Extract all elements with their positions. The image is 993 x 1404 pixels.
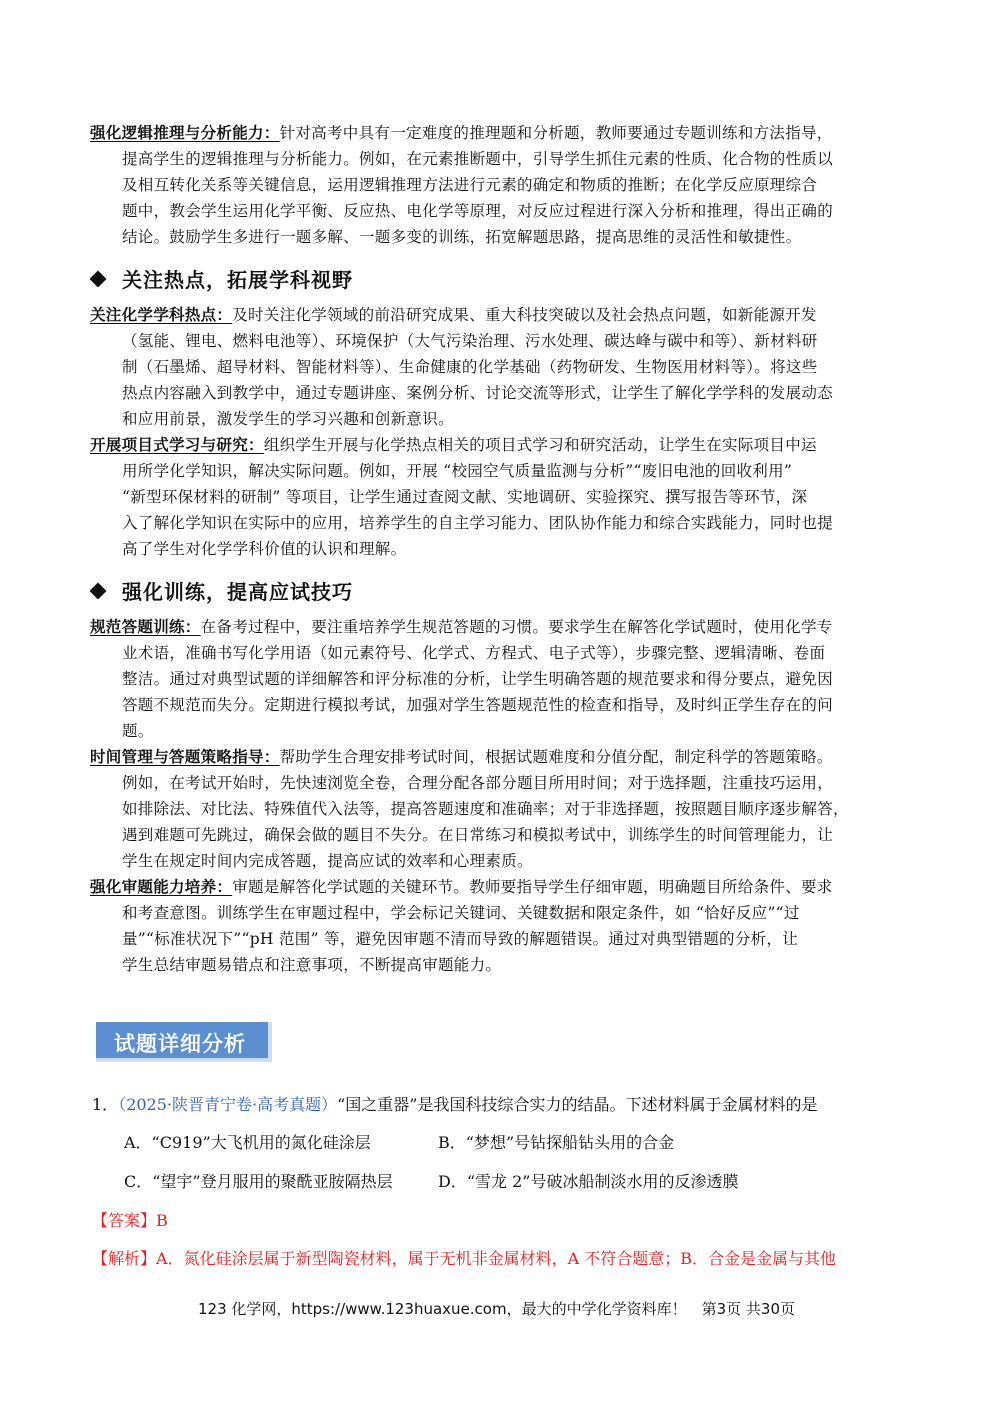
proj-line: 入了解化学知识在实际中的应用，培养学生的自主学习能力、团队协作能力和综合实践能力，同时也提 bbox=[122, 514, 834, 532]
section-heading-hotspots bbox=[92, 264, 353, 293]
time-label: 时间管理与答题策略指导： bbox=[90, 747, 280, 766]
time-line: 学生在规定时间内完成答题，提高应试的效率和心理素质。 bbox=[122, 852, 533, 870]
logic-line: 结论。鼓励学生多进行一题多解、一题多变的训练，拓宽解题思路，提高思维的灵活性和敏捷性。 bbox=[122, 228, 802, 246]
hot-line: 制（石墨烯、超导材料、智能材料等）、生命健康的化学基础（药物研发、生物医用材料等）。将这些 bbox=[122, 358, 818, 376]
diamond-bullet-icon bbox=[90, 271, 107, 288]
badge-label: 试题详细分析 bbox=[114, 1032, 246, 1056]
exam-line: 和考查意图。训练学生在审题过程中，学会标记关键词、关键数据和限定条件，如 “恰好反应”“过 bbox=[122, 904, 800, 922]
time-line: 帮助学生合理安排考试时间，根据试题难度和分值分配，制定科学的答题策略。 bbox=[279, 748, 833, 766]
hot-line: 热点内容融入到教学中，通过专题讲座、案例分析、讨论交流等形式，让学生了解化学学科的发展动态 bbox=[122, 384, 834, 402]
proj-line: “新型环保材料的研制” 等项目，让学生通过查阅文献、实地调研、实验探究、撰写报告等环节，深 bbox=[122, 488, 808, 506]
time-line: 遇到难题可先跳过，确保会做的题目不失分。在日常练习和模拟考试中，训练学生的时间管理能力，让 bbox=[122, 826, 834, 844]
exam-line: 学生总结审题易错点和注意事项，不断提高审题能力。 bbox=[122, 956, 502, 974]
proj-line: 高了学生对化学学科价值的认识和理解。 bbox=[122, 540, 407, 558]
hot-label: 关注化学学科热点： bbox=[90, 305, 233, 324]
proj-label: 开展项目式学习与研究： bbox=[90, 435, 264, 454]
logic-line: 针对高考中具有一定难度的推理题和分析题，教师要通过专题训练和方法指导， bbox=[279, 124, 833, 142]
logic-paragraph bbox=[90, 120, 910, 250]
option-d: D．“雪龙 2”号破冰船制淡水用的反渗透膜 bbox=[438, 1172, 739, 1191]
proj-line: 组织学生开展与化学热点相关的项目式学习和研究活动，让学生在实际项目中运 bbox=[263, 436, 817, 454]
norm-line: 整洁。通过对典型试题的详细解答和评分标准的分析，让学生明确答题的规范要求和得分要点，避免因 bbox=[122, 670, 834, 688]
answer-value: B bbox=[156, 1211, 168, 1230]
logic-line: 题中，教会学生运用化学平衡、反应热、电化学等原理，对反应过程进行深入分析和推理，得出正确的 bbox=[122, 202, 834, 220]
norm-line: 业术语，准确书写化学用语（如元素符号、化学式、方程式、电子式等），步骤完整、逻辑清晰、卷面 bbox=[122, 644, 826, 662]
analysis-label: 【解析】 bbox=[92, 1249, 157, 1268]
question-stem bbox=[92, 1092, 817, 1115]
hotspot-paragraph bbox=[90, 302, 910, 432]
answer-label: 【答案】 bbox=[92, 1211, 157, 1230]
section-badge bbox=[96, 1022, 272, 1062]
logic-line: 及相互转化关系等关键信息，运用逻辑推理方法进行元素的确定和物质的推断；在化学反应原理综合 bbox=[122, 176, 818, 194]
question-number: 1． bbox=[92, 1095, 119, 1114]
diamond-bullet-icon bbox=[90, 583, 107, 600]
norm-line: 在备考过程中，要注重培养学生规范答题的习惯。要求学生在解答化学试题时，使用化学专 bbox=[200, 618, 833, 636]
norm-line: 题。 bbox=[122, 722, 154, 740]
page-footer: 123 化学网，https://www.123huaxue.com，最大的中学化学资料库！ 第3页 共30页 bbox=[197, 1300, 795, 1318]
time-line: 如排除法、对比法、特殊值代入法等，提高答题速度和准确率；对于非选择题，按照题目顺序逐步解答， bbox=[122, 800, 849, 818]
exam-paragraph bbox=[90, 874, 910, 978]
option-c: C．“望宇”登月服用的聚酰亚胺隔热层 bbox=[124, 1172, 393, 1191]
exam-label: 强化审题能力培养： bbox=[90, 877, 233, 896]
heading-text: 关注热点，拓展学科视野 bbox=[122, 268, 353, 292]
analysis-line bbox=[92, 1246, 836, 1269]
exam-line: 量”“标准状况下”“pH 范围” 等，避免因审题不清而导致的解题错误。通过对典型错题的分析，让 bbox=[122, 930, 799, 948]
norm-line: 答题不规范而失分。定期进行模拟考试，加强对学生答题规范性的检查和指导，及时纠正学生存在的问 bbox=[122, 696, 834, 714]
analysis-text: A．氮化硅涂层属于新型陶瓷材料，属于无机非金属材料，A 不符合题意；B．合金是金属与其他 bbox=[156, 1249, 836, 1268]
logic-label: 强化逻辑推理与分析能力： bbox=[90, 123, 280, 142]
exam-line: 审题是解答化学试题的关键环节。教师要指导学生仔细审题，明确题目所给条件、要求 bbox=[232, 878, 833, 896]
section-heading-training bbox=[92, 576, 353, 605]
norm-paragraph bbox=[90, 614, 910, 744]
project-paragraph bbox=[90, 432, 910, 562]
question-source: （2025·陕晋青宁卷·高考真题） bbox=[118, 1095, 338, 1114]
option-a: A．“C919”大飞机用的氮化硅涂层 bbox=[124, 1133, 371, 1152]
proj-line: 用所学化学知识，解决实际问题。例如，开展 “校园空气质量监测与分析”“废旧电池的回收利用” bbox=[122, 462, 793, 480]
hot-line: （氢能、锂电、燃料电池等）、环境保护（大气污染治理、污水处理、碳达峰与碳中和等）、新材料研 bbox=[122, 332, 818, 350]
time-line: 例如，在考试开始时，先快速浏览全卷，合理分配各部分题目所用时间；对于选择题，注重技巧运用， bbox=[122, 774, 834, 792]
hot-line: 和应用前景，激发学生的学习兴趣和创新意识。 bbox=[122, 410, 454, 428]
option-b: B．“梦想”号钻探船钻头用的合金 bbox=[438, 1133, 675, 1152]
heading-text: 强化训练，提高应试技巧 bbox=[122, 580, 353, 604]
time-paragraph bbox=[90, 744, 910, 874]
question-text: “国之重器”是我国科技综合实力的结晶。下述材料属于金属材料的是 bbox=[337, 1095, 818, 1114]
answer-line bbox=[92, 1208, 168, 1231]
logic-line: 提高学生的逻辑推理与分析能力。例如，在元素推断题中，引导学生抓住元素的性质、化合物的性质以 bbox=[122, 150, 834, 168]
hot-line: 及时关注化学领域的前沿研究成果、重大科技突破以及社会热点问题，如新能源开发 bbox=[232, 306, 817, 324]
norm-label: 规范答题训练： bbox=[90, 617, 201, 636]
